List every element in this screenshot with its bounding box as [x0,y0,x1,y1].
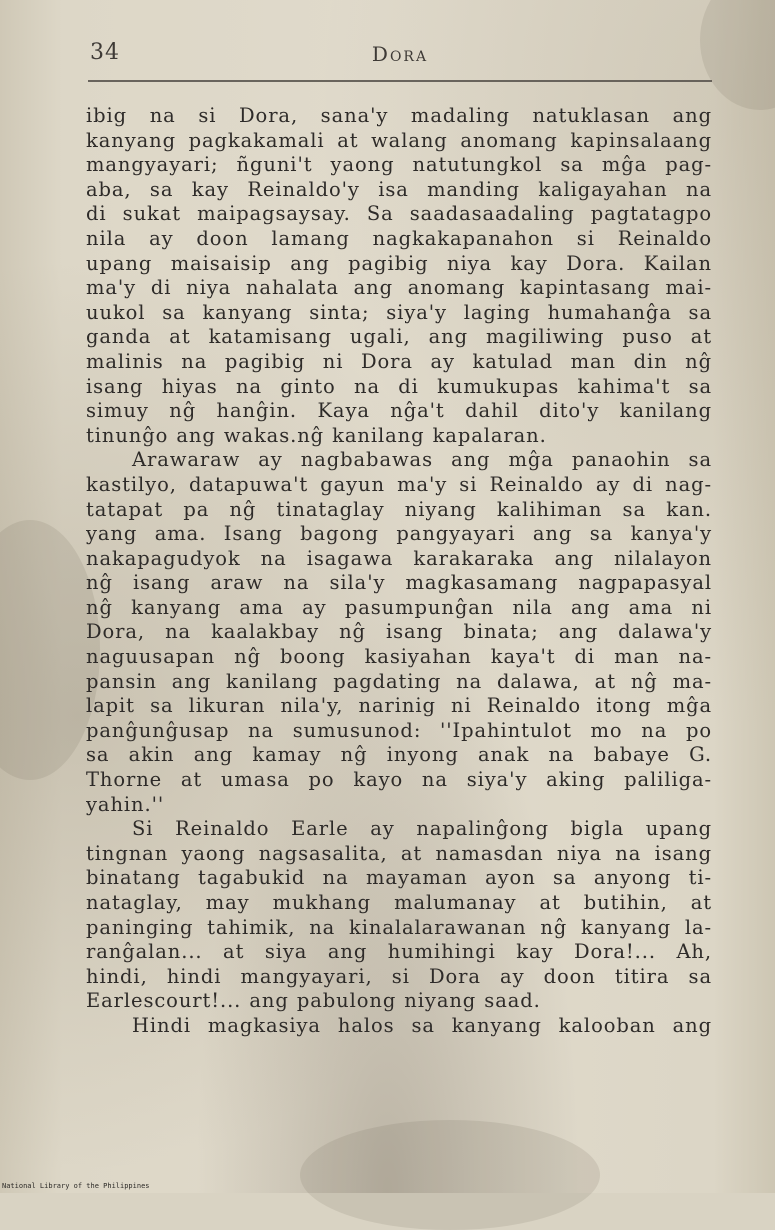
text-line: pansin ang kanilang pagdating na dalawa, at nĝ ma- [86,669,712,693]
text-line: yahin.'' [86,792,165,816]
text-line: Hindi magkasiya halos sa kanyang kalooban ang [132,1013,712,1037]
text-line: aba, sa kay Reinaldo'y isa manding kaligayahan na [86,177,712,201]
running-title: Dora [371,42,429,66]
text-line: ma'y di niya nahalata ang anomang kapintasang mai- [86,276,712,300]
text-line: simuy nĝ hanĝin. Kaya nĝa't dahil dito'y kanilang [86,399,712,423]
text-line: nila ay doon lamang nagkakapanahon si Reinaldo [86,226,712,250]
paragraph [86,448,712,817]
text-line: isang hiyas na ginto na di kumukupas kahima't sa [86,374,712,398]
text-line: nĝ kanyang ama ay pasumpunĝan nila ang ama ni [86,595,712,619]
text-line: nataglay, may mukhang malumanay at butihin, at [86,891,712,914]
page-number: 34 [90,40,120,65]
text-line: Earlescourt!... ang pabulong niyang saad. [86,989,541,1013]
text-line: sa akin ang kamay nĝ inyong anak na babaye G. [86,743,712,767]
text-line: ibig na si Dora, sana'y madaling natuklasan ang [86,104,712,127]
paragraph [86,817,712,1014]
text-line: hindi, hindi mangyayari, si Dora ay doon titira sa [86,964,712,988]
paper-stain [0,520,100,780]
text-line: kastilyo, datapuwa't gayun ma'y si Reinaldo ay di nag- [86,472,712,496]
text-line: tingnan yaong nagsasalita, at namasdan niya na isang [86,841,712,865]
paragraph [86,104,712,448]
text-line: panĝunĝusap na sumusunod: ''Ipahintulot mo na po [86,718,712,742]
paper-stain [300,1120,600,1230]
body-text [86,104,712,1039]
text-line: kanyang pagkakamali at walang anomang kapinsalaang [86,128,712,152]
text-line: nĝ isang araw na sila'y magkasamang nagpapasyal [86,571,712,595]
text-line: tinunĝo ang wakas.nĝ kanilang kapalaran. [86,423,547,447]
text-line: binatang tagabukid na mayaman ayon sa anyong ti- [86,866,712,890]
text-line: Si Reinaldo Earle ay napalinĝong bigla upang [132,817,712,841]
paragraph [86,1014,712,1039]
text-line: ranĝalan... at siya ang humihingi kay Dora!... Ah, [86,940,712,964]
text-line: uukol sa kanyang sinta; siya'y laging humahanĝa sa [86,300,712,324]
text-line: malinis na pagibig ni Dora ay katulad man din nĝ [86,349,712,373]
page-header [90,40,710,76]
text-line: Dora, na kaalakbay nĝ isang binata; ang dalawa'y [86,620,712,644]
text-line: Thorne at umasa po kayo na siya'y aking paliliga- [86,768,712,792]
text-line: yang ama. Isang bagong pangyayari ang sa kanya'y [86,522,712,546]
text-line: paninging tahimik, na kinalalarawanan nĝ kanyang la- [86,915,712,939]
text-line: Arawaraw ay nagbabawas ang mĝa panaohin sa [132,448,712,472]
paper-stain [700,0,775,110]
text-line: mangyayari; ñguni't yaong natutungkol sa mĝa pag- [86,153,712,177]
text-line: tatapat pa nĝ tinataglay niyang kalihiman sa kan. [86,497,712,521]
text-line: di sukat maipagsaysay. Sa saadasaadaling pagtatagpo [86,202,712,226]
text-line: naguusapan nĝ boong kasiyahan kaya't di man na- [86,645,712,669]
text-line: nakapagudyok na isagawa karakaraka ang nilalayon [86,546,712,570]
text-line: ganda at katamisang ugali, ang magiliwing puso at [86,325,712,349]
library-credit: National Library of the Philippines [2,1182,150,1190]
text-line: lapit sa likuran nila'y, narinig ni Reinaldo itong mĝa [86,694,712,718]
text-line: upang maisaisip ang pagibig niya kay Dora. Kailan [86,251,712,275]
header-rule [88,80,712,82]
